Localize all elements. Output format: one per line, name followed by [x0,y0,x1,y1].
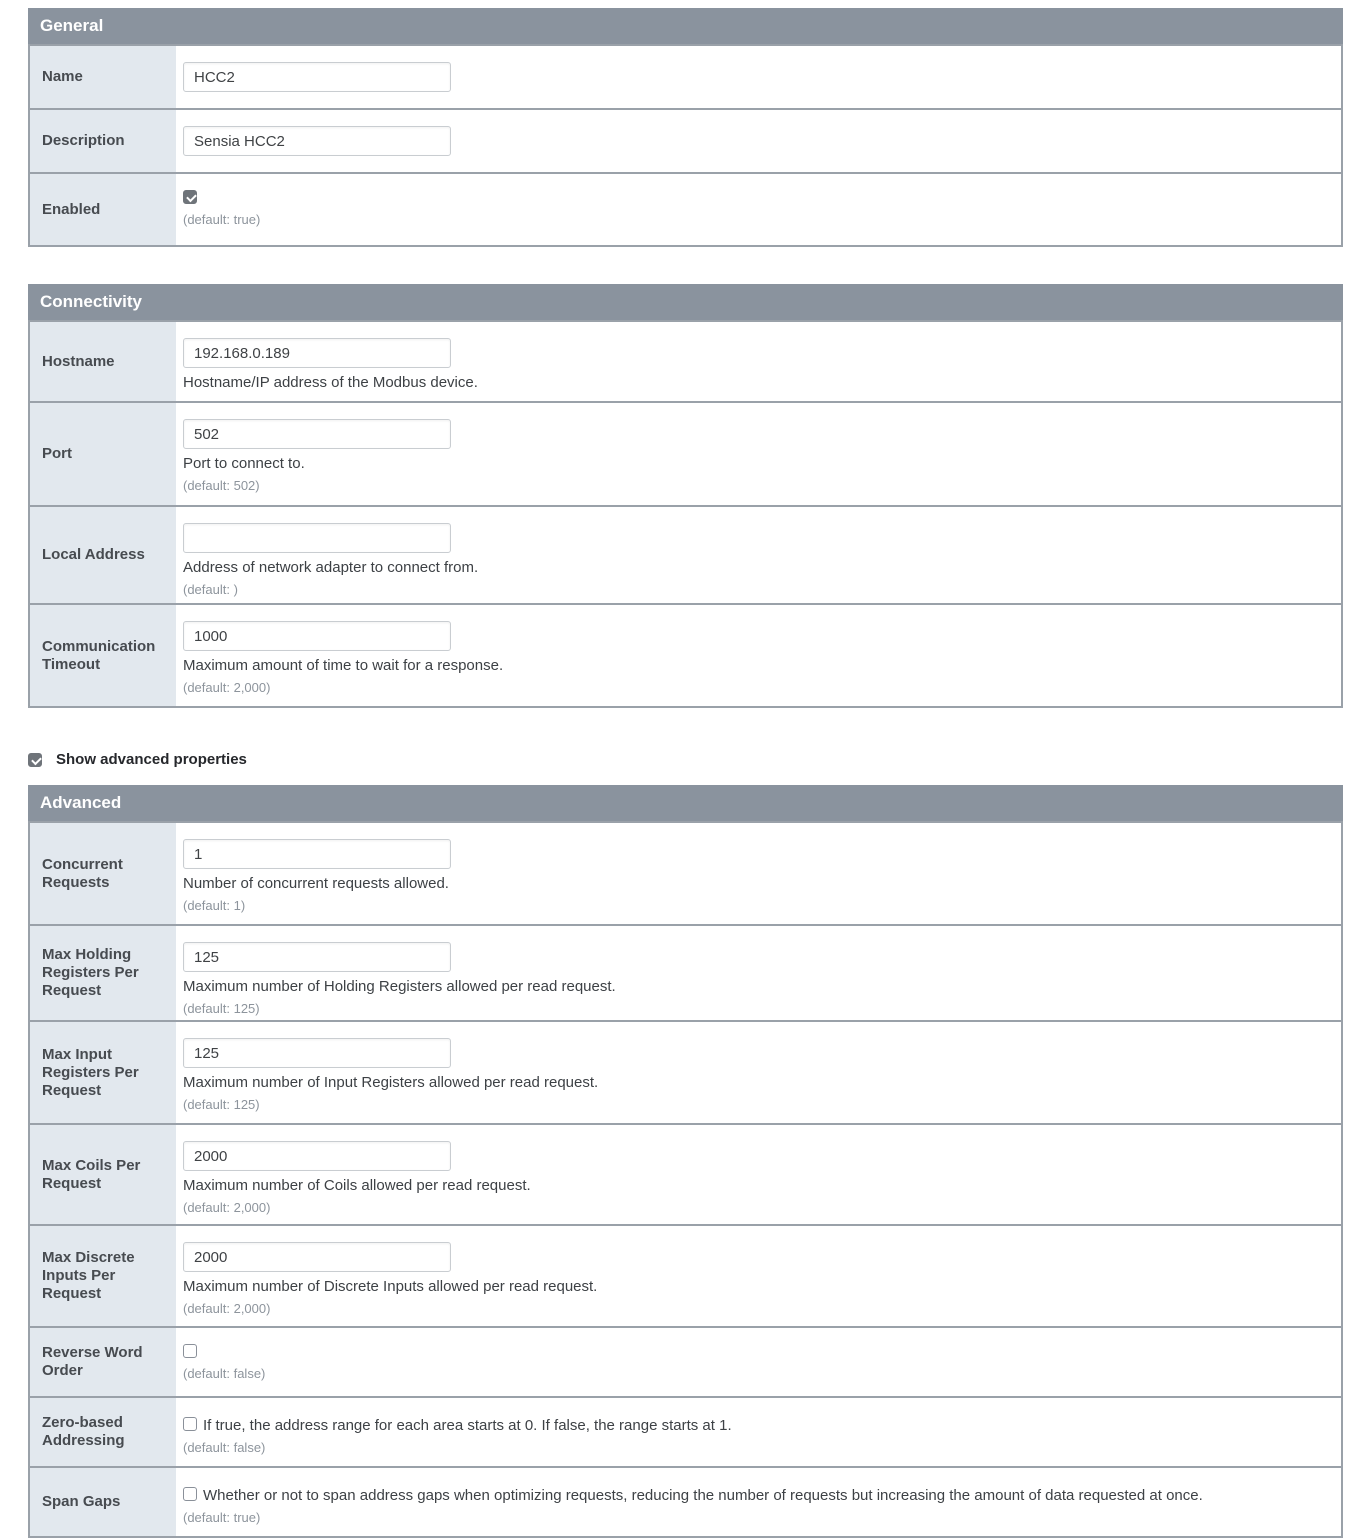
max-discrete-inputs-description: Maximum number of Discrete Inputs allowed per read request. [183,1278,598,1295]
max-holding-registers-row [30,924,1341,1020]
local-address-label: Local Address [30,507,176,603]
local-address-default-note: (default: ) [183,582,238,597]
communication-timeout-description: Maximum amount of time to wait for a response. [183,657,504,674]
zero-based-addressing-default-note: (default: false) [183,1440,266,1455]
zero-based-addressing-checkbox[interactable] [183,1417,197,1431]
span-gaps-description: Whether or not to span address gaps when optimizing requests, reducing the number of requests but increasing the amount of data requested at once. [203,1487,1203,1504]
connectivity-section-header [28,284,1343,320]
port-input[interactable] [183,419,451,449]
reverse-word-order-default-note: (default: false) [183,1366,266,1381]
max-holding-registers-default-note: (default: 125) [183,1001,260,1016]
span-gaps-row [30,1466,1341,1536]
span-gaps-checkbox[interactable] [183,1487,197,1501]
span-gaps-label: Span Gaps [30,1468,176,1536]
max-input-registers-input[interactable] [183,1038,451,1068]
max-holding-registers-label: Max Holding Registers Per Request [30,926,176,1020]
port-label: Port [30,403,176,505]
concurrent-requests-label: Concurrent Requests [30,823,176,924]
name-input[interactable] [183,62,451,92]
zero-based-addressing-row [30,1396,1341,1466]
advanced-section-header [28,785,1343,821]
local-address-row [30,505,1341,603]
max-coils-label: Max Coils Per Request [30,1125,176,1224]
connectivity-section [28,284,1343,708]
enabled-default-note: (default: true) [183,212,261,227]
max-holding-registers-input[interactable] [183,942,451,972]
concurrent-requests-description: Number of concurrent requests allowed. [183,875,449,892]
concurrent-requests-input[interactable] [183,839,451,869]
max-discrete-inputs-input[interactable] [183,1242,451,1272]
description-row [30,108,1341,172]
reverse-word-order-checkbox[interactable] [183,1344,197,1358]
description-label: Description [30,110,176,172]
communication-timeout-row [30,603,1341,706]
hostname-label: Hostname [30,322,176,401]
section-gap [28,247,1343,284]
advanced-section [28,785,1343,1538]
communication-timeout-label: Communication Timeout [30,605,176,706]
enabled-label: Enabled [30,174,176,245]
name-label: Name [30,46,176,108]
concurrent-requests-default-note: (default: 1) [183,898,246,913]
max-input-registers-default-note: (default: 125) [183,1097,260,1112]
max-holding-registers-description: Maximum number of Holding Registers allowed per read request. [183,978,616,995]
max-input-registers-row [30,1020,1341,1123]
general-section [28,8,1343,247]
enabled-row [30,172,1341,245]
show-advanced-properties-label: Show advanced properties [56,751,247,768]
local-address-description: Address of network adapter to connect from. [183,559,479,576]
description-input[interactable] [183,126,451,156]
local-address-input[interactable] [183,523,451,553]
general-section-header [28,8,1343,44]
max-discrete-inputs-default-note: (default: 2,000) [183,1301,271,1316]
enabled-checkbox[interactable] [183,190,197,204]
port-row [30,401,1341,505]
concurrent-requests-row [30,821,1341,924]
max-input-registers-description: Maximum number of Input Registers allowed per read request. [183,1074,599,1091]
zero-based-addressing-description: If true, the address range for each area starts at 0. If false, the range starts at 1. [203,1417,732,1434]
name-row [30,44,1341,108]
max-coils-description: Maximum number of Coils allowed per read request. [183,1177,531,1194]
show-advanced-properties-checkbox[interactable] [28,753,42,767]
general-section-title: General [40,16,104,35]
connectivity-section-title: Connectivity [40,292,143,311]
hostname-input[interactable] [183,338,451,368]
advanced-section-title: Advanced [40,793,122,812]
max-coils-default-note: (default: 2,000) [183,1200,271,1215]
communication-timeout-input[interactable] [183,621,451,651]
max-discrete-inputs-label: Max Discrete Inputs Per Request [30,1226,176,1326]
communication-timeout-default-note: (default: 2,000) [183,680,271,695]
hostname-description: Hostname/IP address of the Modbus device. [183,374,478,391]
max-input-registers-label: Max Input Registers Per Request [30,1022,176,1123]
max-discrete-inputs-row [30,1224,1341,1326]
reverse-word-order-label: Reverse Word Order [30,1328,176,1396]
zero-based-addressing-label: Zero-based Addressing [30,1398,176,1466]
span-gaps-default-note: (default: true) [183,1510,261,1525]
port-default-note: (default: 502) [183,478,260,493]
max-coils-row [30,1123,1341,1224]
port-description: Port to connect to. [183,455,305,472]
reverse-word-order-row [30,1326,1341,1396]
hostname-row [30,320,1341,401]
max-coils-input[interactable] [183,1141,451,1171]
show-advanced-properties-toggle [28,751,1343,768]
